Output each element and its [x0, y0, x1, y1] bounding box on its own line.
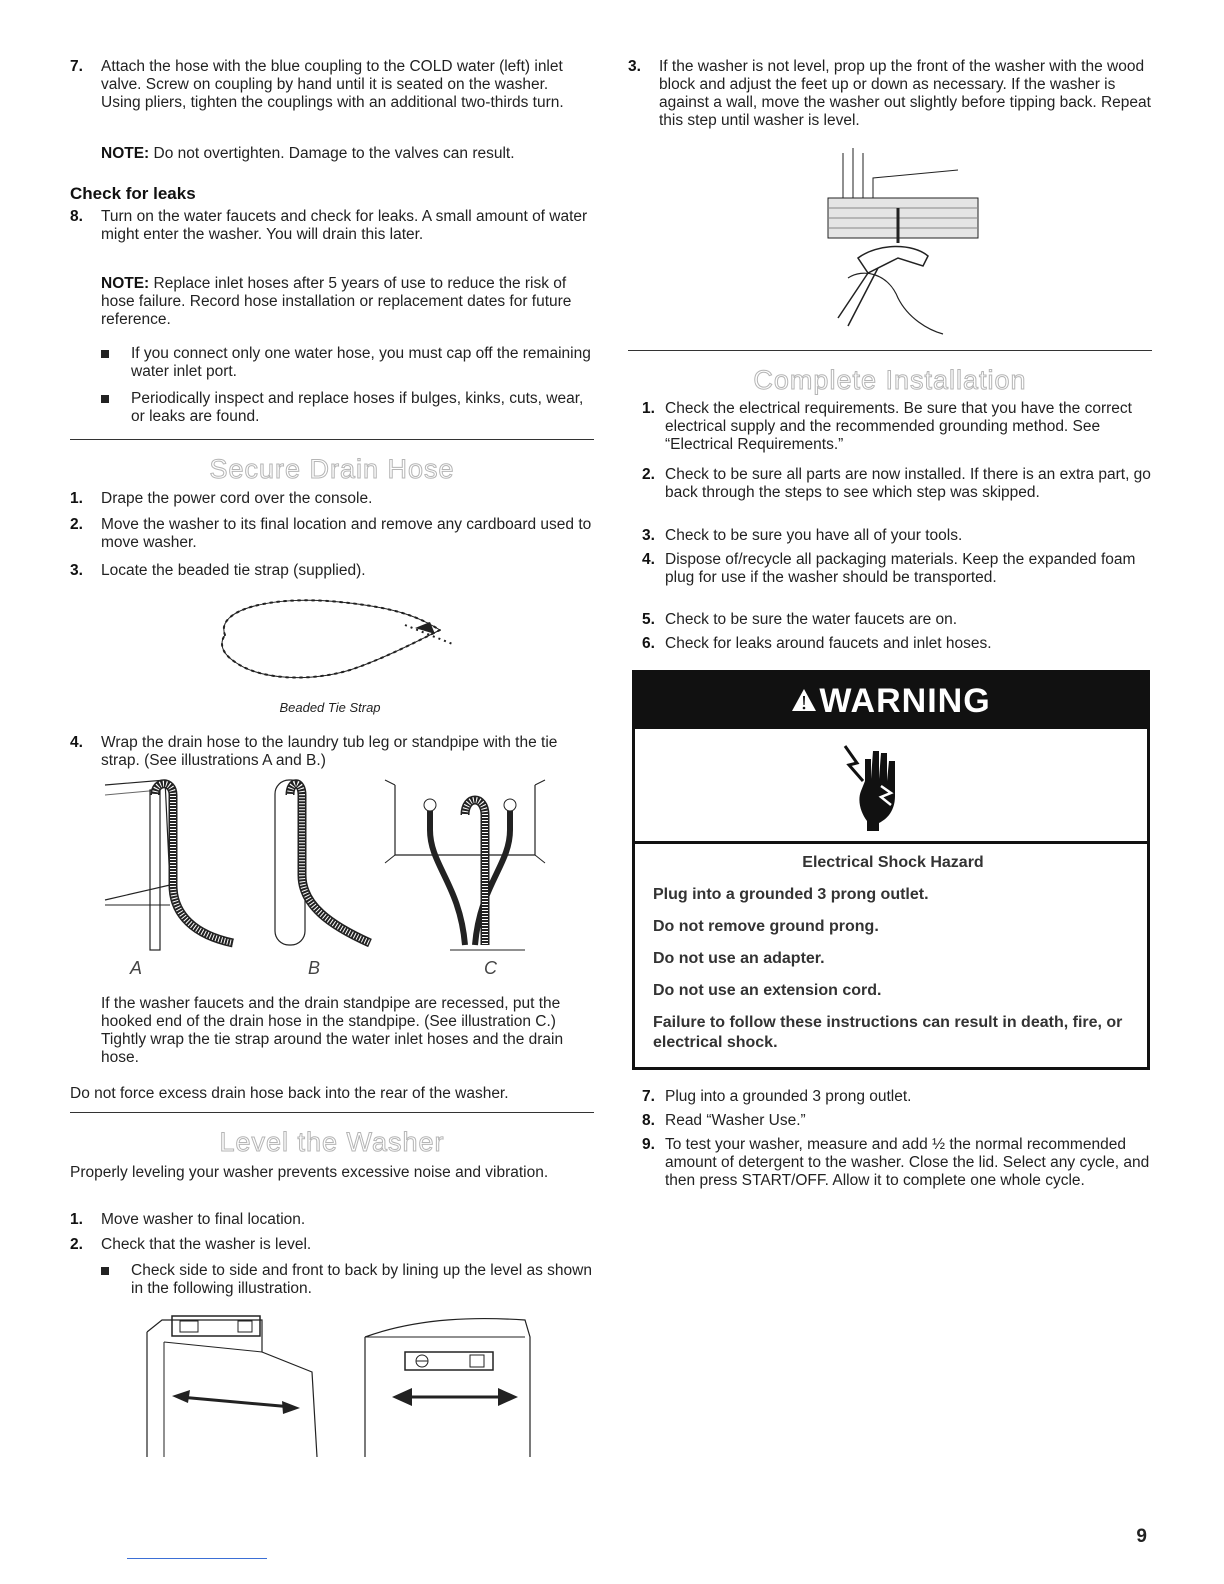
- note-text: Do not overtighten. Damage to the valves can result.: [149, 145, 515, 162]
- warning-header: [635, 673, 1147, 729]
- step-text: Plug into a grounded 3 prong outlet.: [665, 1088, 912, 1105]
- step-number: 7.: [642, 1088, 655, 1105]
- washer-level-front-to-back-illustration: [360, 1312, 540, 1457]
- illustration-a-laundry-tub: [105, 775, 235, 955]
- step-text: If the washer is not level, prop up the front of the washer with the wood block and adjust the feet up or down as necessary. If the washer is against a wall, move the washer out slightly before tipping back. Repeat this step until washer is level.: [659, 58, 1151, 129]
- step-number: 2.: [642, 466, 655, 483]
- step-text: Check for leaks around faucets and inlet hoses.: [665, 635, 992, 652]
- step-text: Check the electrical requirements. Be sure that you have the correct electrical supply and the recommended grounding method. See “Electrical Requirements.”: [665, 400, 1132, 453]
- bullet-item: [101, 390, 592, 426]
- step-text: Check that the washer is level.: [101, 1236, 312, 1253]
- illustration-b-standpipe: [270, 775, 380, 955]
- complete-installation-title: Complete Installation: [753, 365, 1027, 395]
- final-step-8: [642, 1112, 1152, 1130]
- secure-step-3: [70, 562, 592, 580]
- secure-drain-hose-title: Secure Drain Hose: [209, 454, 455, 484]
- step-text: Dispose of/recycle all packaging materials. Keep the expanded foam plug for use if the washer should be transported.: [665, 551, 1136, 586]
- step-text: Check to be sure you have all of your tools.: [665, 527, 963, 544]
- bullet-item: [101, 345, 592, 381]
- recessed-paragraph: If the washer faucets and the drain standpipe are recessed, put the hooked end of the drain hose in the standpipe. (See illustration C.) Tightly wrap the tie strap around the water inlet hoses and the drain hose.: [101, 995, 564, 1066]
- warning-header-text: WARNING: [819, 682, 991, 720]
- warning-line: Failure to follow these instructions can result in death, fire, or electrical shock.: [653, 1014, 1123, 1051]
- complete-step-6: [642, 635, 1152, 653]
- step-number: 8.: [70, 208, 83, 225]
- step-number: 3.: [642, 527, 655, 544]
- secure-step-2: [70, 516, 592, 552]
- beaded-tie-strap-illustration: [210, 590, 460, 690]
- step-number: 1.: [642, 400, 655, 417]
- section-divider: [628, 350, 1152, 351]
- step-text: Attach the hose with the blue coupling to the COLD water (left) inlet valve. Screw on coupling by hand until it is seated on the washer. Using pliers, tighten the couplings with an additional two-thirds turn.: [101, 58, 564, 111]
- step-8: [70, 208, 592, 244]
- level-step-3: [628, 58, 1152, 130]
- illustration-c-recessed-faucets: [385, 775, 545, 955]
- footer-rule: [127, 1558, 267, 1559]
- level-intro: Properly leveling your washer prevents excessive noise and vibration.: [70, 1164, 549, 1181]
- step-text: To test your washer, measure and add ½ the normal recommended amount of detergent to the washer. Close the lid. Select any cycle, and then press START/OFF. Allow it to complete one whole cycle.: [665, 1136, 1150, 1189]
- step-number: 8.: [642, 1112, 655, 1129]
- check-leaks-heading: Check for leaks: [70, 184, 196, 203]
- section-divider: [70, 439, 594, 440]
- step-number: 9.: [642, 1136, 655, 1153]
- washer-level-side-to-side-illustration: [142, 1312, 322, 1457]
- note-label: NOTE:: [101, 145, 150, 162]
- step-4: [70, 734, 592, 770]
- step-text: Move washer to final location.: [101, 1211, 306, 1228]
- warning-box: [632, 670, 1150, 1070]
- tie-strap-caption: Beaded Tie Strap: [279, 700, 381, 715]
- wrench-adjust-feet-illustration: [818, 148, 978, 338]
- bullet-text: Periodically inspect and replace hoses if bulges, kinks, cuts, wear, or leaks are found.: [131, 390, 584, 425]
- step-text: Read “Washer Use.”: [665, 1112, 806, 1129]
- bullet-text: If you connect only one water hose, you must cap off the remaining water inlet port.: [131, 345, 591, 380]
- step-text: Check to be sure all parts are now installed. If there is an extra part, go back through the steps to see which step was skipped.: [665, 466, 1151, 501]
- bullet-item: [101, 1262, 592, 1298]
- step-number: 3.: [628, 58, 641, 75]
- warning-line: Plug into a grounded 3 prong outlet.: [653, 886, 929, 903]
- note-7: [101, 145, 592, 163]
- step-number: 7.: [70, 58, 83, 75]
- note-label: NOTE:: [101, 275, 150, 292]
- warning-line: Do not use an adapter.: [653, 950, 825, 967]
- complete-step-1: [642, 400, 1152, 454]
- electrical-shock-hand-icon: [835, 741, 915, 831]
- final-step-7: [642, 1088, 1152, 1106]
- step-text: Move the washer to its final location and remove any cardboard used to move washer.: [101, 516, 592, 551]
- step-number: 5.: [642, 611, 655, 628]
- step-text: Drape the power cord over the console.: [101, 490, 373, 507]
- step-number: 2.: [70, 1236, 83, 1253]
- warning-line: Do not remove ground prong.: [653, 918, 879, 935]
- step-7: [70, 58, 592, 112]
- complete-step-5: [642, 611, 1152, 629]
- secure-step-1: [70, 490, 592, 508]
- warning-triangle-icon: [791, 688, 817, 712]
- level-step-2: [70, 1236, 592, 1254]
- complete-step-2: [642, 466, 1152, 502]
- figure-label-a: A: [130, 958, 143, 978]
- figure-label-b: B: [308, 958, 321, 978]
- bullet-icon: [101, 395, 109, 403]
- step-number: 1.: [70, 1211, 83, 1228]
- level-step-1: [70, 1211, 592, 1229]
- section-divider: [70, 1112, 594, 1113]
- step-text: Locate the beaded tie strap (supplied).: [101, 562, 366, 579]
- step-number: 1.: [70, 490, 83, 507]
- level-washer-title: Level the Washer: [219, 1127, 445, 1157]
- page-number: 9: [1136, 1526, 1147, 1547]
- step-text: Check to be sure the water faucets are on.: [665, 611, 958, 628]
- step-number: 3.: [70, 562, 83, 579]
- step-text: Turn on the water faucets and check for leaks. A small amount of water might enter the washer. You will drain this later.: [101, 208, 588, 243]
- bullet-text: Check side to side and front to back by lining up the level as shown in the following illustration.: [131, 1262, 592, 1297]
- bullet-icon: [101, 1267, 109, 1275]
- complete-step-4: [642, 551, 1152, 587]
- step-number: 4.: [70, 734, 83, 751]
- force-paragraph: Do not force excess drain hose back into the rear of the washer.: [70, 1085, 509, 1102]
- complete-step-3: [642, 527, 1152, 545]
- step-number: 2.: [70, 516, 83, 533]
- final-step-9: [642, 1136, 1152, 1190]
- step-text: Wrap the drain hose to the laundry tub leg or standpipe with the tie strap. (See illustrations A and B.): [101, 734, 558, 769]
- warning-line: Do not use an extension cord.: [653, 982, 882, 999]
- step-number: 6.: [642, 635, 655, 652]
- note-text: Replace inlet hoses after 5 years of use to reduce the risk of hose failure. Record hose installation or replacement dates for future reference.: [101, 275, 572, 328]
- note-8: [101, 275, 592, 329]
- step-number: 4.: [642, 551, 655, 568]
- warning-hazard-title: Electrical Shock Hazard: [802, 854, 984, 871]
- figure-label-c: C: [484, 958, 497, 978]
- bullet-icon: [101, 350, 109, 358]
- warning-divider: [635, 841, 1147, 844]
